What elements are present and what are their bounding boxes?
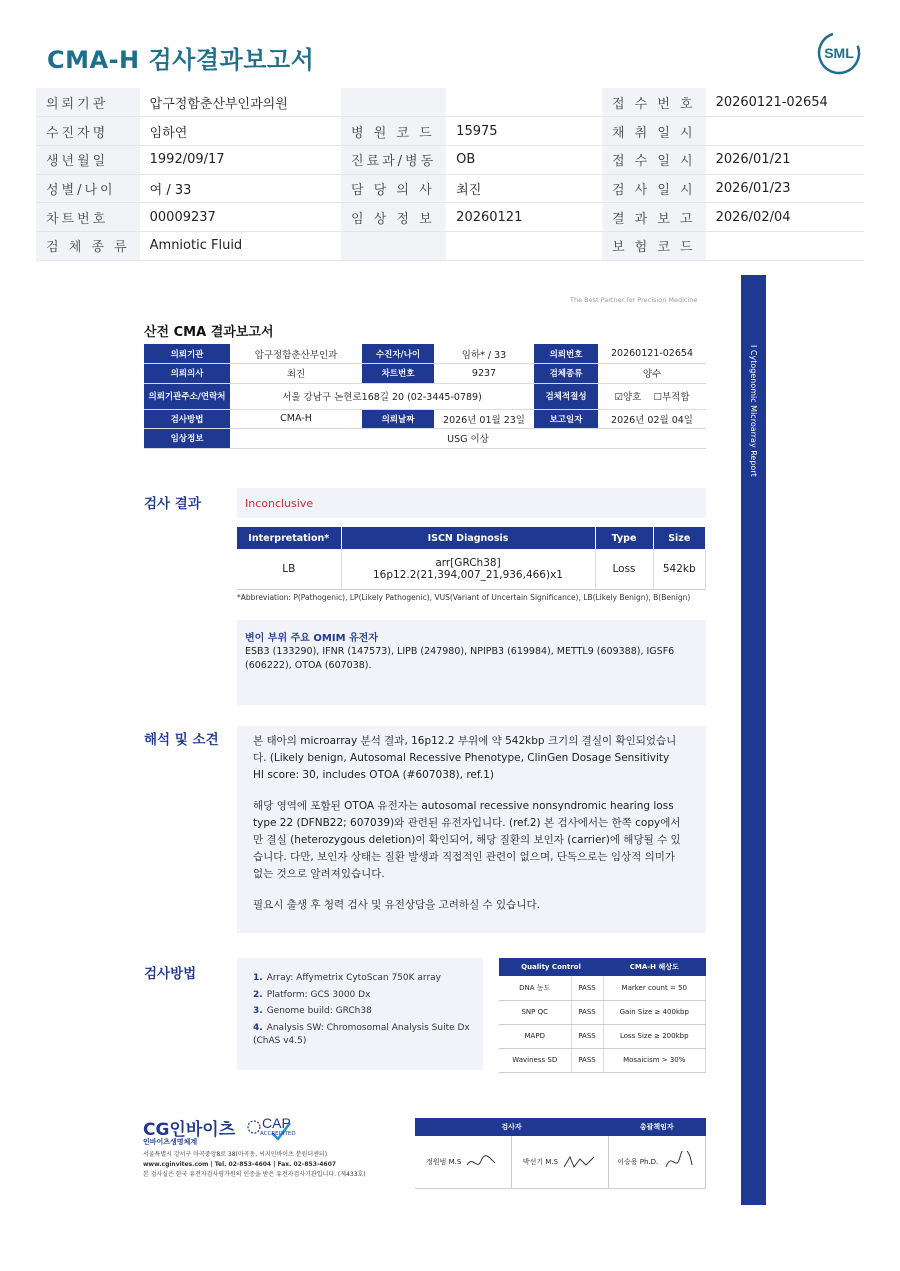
method-item: 3. Genome build: GRCh38 bbox=[253, 1006, 372, 1016]
info-value: 2026년 02월 04일 bbox=[598, 409, 706, 429]
iscn-header: Size bbox=[653, 527, 706, 549]
footer-info bbox=[143, 1150, 403, 1181]
iscn-table bbox=[237, 527, 706, 590]
info-value: 20260121-02654 bbox=[598, 344, 706, 364]
iscn-cell: 542kb bbox=[653, 549, 706, 589]
unchecked-box-icon: ☐ bbox=[653, 392, 662, 403]
info-label: 보고일자 bbox=[534, 409, 598, 429]
qc-row bbox=[499, 976, 706, 1000]
header-label: 보 험 코 드 bbox=[602, 231, 706, 260]
result-heading: 검사 결과 bbox=[144, 496, 201, 512]
method-item: 2. Platform: GCS 3000 Dx bbox=[253, 989, 371, 1000]
info-label: 의뢰번호 bbox=[534, 344, 598, 364]
header-label: 접 수 일 시 bbox=[602, 145, 706, 174]
info-value: 9237 bbox=[434, 364, 534, 384]
info-value: 최진 bbox=[230, 364, 362, 384]
result-value: Inconclusive bbox=[245, 497, 314, 510]
header-label: 생년월일 bbox=[36, 145, 140, 174]
footer-address: 서울특별시 강서구 마곡중앙8로 38(마곡동, 씨지인바이츠 분원더센터) bbox=[143, 1151, 328, 1158]
sidebar-label: I Cytogenomic Microarray Report bbox=[749, 345, 758, 477]
header-value: 2026/01/21 bbox=[706, 145, 864, 174]
qc-cell: Marker count = 50 bbox=[603, 976, 706, 1000]
qc-cell: PASS bbox=[571, 1024, 603, 1048]
header-value: 1992/09/17 bbox=[140, 145, 341, 174]
header-value: 15975 bbox=[446, 117, 602, 146]
iscn-header: Interpretation* bbox=[237, 527, 341, 549]
header-label: 담 당 의 사 bbox=[341, 174, 446, 203]
signature-icon bbox=[662, 1151, 696, 1173]
header-label: 병 원 코 드 bbox=[341, 117, 446, 146]
interpretation-text bbox=[253, 733, 683, 928]
iscn-cell: LB bbox=[237, 549, 341, 589]
qc-cell: PASS bbox=[571, 976, 603, 1000]
iscn-header: ISCN Diagnosis bbox=[341, 527, 595, 549]
sign-header: 총괄책임자 bbox=[608, 1118, 706, 1136]
qc-cell: DNA 농도 bbox=[499, 976, 571, 1000]
cg-invites-subtitle: 인바이츠생명체계 bbox=[143, 1138, 198, 1146]
page-title: CMA-H 검사결과보고서 bbox=[47, 46, 315, 74]
iscn-header-row bbox=[237, 527, 706, 549]
header-label: 검 체 종 류 bbox=[36, 231, 140, 260]
report-title: 산전 CMA 결과보고서 bbox=[144, 325, 274, 340]
info-value: 임하* / 33 bbox=[434, 344, 534, 364]
sign-header: 검사자 bbox=[415, 1118, 608, 1136]
interpretation-paragraph: 본 태아의 microarray 분석 결과, 16p12.2 부위에 약 542kbp 크기의 결실이 확인되었습니다. (Likely benign, Autosomal Recessive Phenotype, ClinGen Dosage Sensitivity HI score: 30, includes OTOA (#607038), ref.1) bbox=[253, 735, 677, 781]
iscn-cell: arr[GRCh38] 16p12.2(21,394,007_21,936,466)x1 bbox=[341, 549, 595, 589]
info-value: USG 이상 bbox=[230, 429, 706, 449]
method-list bbox=[253, 972, 478, 1052]
qc-row bbox=[499, 1048, 706, 1072]
interpretation-heading: 해석 및 소견 bbox=[144, 732, 219, 748]
quality-control-table bbox=[499, 958, 706, 1073]
method-item: 1. Array: Affymetrix CytoScan 750K array bbox=[253, 973, 441, 983]
info-label: 검체적절성 bbox=[534, 383, 598, 409]
info-value: 서울 강남구 논현로168길 20 (02-3445-0789) bbox=[230, 383, 534, 409]
header-value bbox=[706, 117, 864, 146]
qc-cell: Mosaicism > 30% bbox=[603, 1048, 706, 1072]
info-label: 의뢰의사 bbox=[144, 364, 230, 384]
signature-table bbox=[415, 1118, 706, 1189]
sml-logo-text: SML bbox=[824, 45, 854, 61]
header-value: 2026/02/04 bbox=[706, 203, 864, 232]
info-value: 양수 bbox=[598, 364, 706, 384]
header-value: 2026/01/23 bbox=[706, 174, 864, 203]
adequacy-option-bad: 부적합 bbox=[661, 392, 690, 403]
header-row bbox=[36, 231, 864, 260]
signer-cell bbox=[415, 1136, 511, 1188]
info-value: CMA-H bbox=[230, 409, 362, 429]
header-value: 20260121-02654 bbox=[706, 88, 864, 117]
abbreviation-note: *Abbreviation: P(Pathogenic), LP(Likely Pathogenic), VUS(Variant of Uncertain Significance), LB(Likely Benign), B(Benign) bbox=[237, 593, 691, 602]
specimen-adequacy bbox=[598, 383, 706, 409]
info-label: 검체종류 bbox=[534, 364, 598, 384]
info-row bbox=[144, 364, 706, 384]
header-row bbox=[36, 174, 864, 203]
header-value bbox=[706, 231, 864, 260]
header-value: 여 / 33 bbox=[140, 174, 341, 203]
header-label: 결 과 보 고 bbox=[602, 203, 706, 232]
report-info-table bbox=[144, 344, 706, 449]
qc-cell: PASS bbox=[571, 1000, 603, 1024]
info-label: 의뢰기관 bbox=[144, 344, 230, 364]
qc-cell: Loss Size ≥ 200kbp bbox=[603, 1024, 706, 1048]
header-value: Amniotic Fluid bbox=[140, 231, 341, 260]
info-label: 검사방법 bbox=[144, 409, 230, 429]
adequacy-option-good: 양호 bbox=[623, 392, 642, 403]
qc-row bbox=[499, 1024, 706, 1048]
header-label: 수진자명 bbox=[36, 117, 140, 146]
header-label: 임 상 정 보 bbox=[341, 203, 446, 232]
signature-icon bbox=[562, 1153, 596, 1171]
header-label: 의뢰기관 bbox=[36, 88, 140, 117]
qc-cell: SNP QC bbox=[499, 1000, 571, 1024]
header-label: 차트번호 bbox=[36, 203, 140, 232]
checked-box-icon: ☑ bbox=[614, 392, 623, 403]
header-row bbox=[36, 88, 864, 117]
header-label: 접 수 번 호 bbox=[602, 88, 706, 117]
header-label: 채 취 일 시 bbox=[602, 117, 706, 146]
header-value bbox=[446, 231, 602, 260]
cg-invites-logo: CG인바이츠 bbox=[143, 1120, 236, 1140]
header-label: 진료과/병동 bbox=[341, 145, 446, 174]
cap-accredited-logo bbox=[246, 1115, 316, 1145]
qc-cell: Waviness SD bbox=[499, 1048, 571, 1072]
omim-genes: ESB3 (133290), IFNR (147573), LIPB (247980), NPIPB3 (619984), METTL9 (609388), IGSF6 (606222), OTOA (607038). bbox=[245, 646, 675, 671]
info-row bbox=[144, 344, 706, 364]
header-value: 압구정함춘산부인과의원 bbox=[140, 88, 341, 117]
interpretation-paragraph: 필요시 출생 후 청력 검사 및 유전상담을 고려하실 수 있습니다. bbox=[253, 899, 540, 911]
header-label: 검 사 일 시 bbox=[602, 174, 706, 203]
qc-cell: PASS bbox=[571, 1048, 603, 1072]
header-value: OB bbox=[446, 145, 602, 174]
header-value: 최진 bbox=[446, 174, 602, 203]
header-label: 성별/나이 bbox=[36, 174, 140, 203]
cap-text: CAP bbox=[262, 1115, 291, 1131]
header-label bbox=[341, 88, 446, 117]
info-label: 임상정보 bbox=[144, 429, 230, 449]
info-row bbox=[144, 429, 706, 449]
signer-name: 정원범 M.S bbox=[426, 1157, 462, 1166]
qc-row bbox=[499, 1000, 706, 1024]
info-value: 2026년 01월 23일 bbox=[434, 409, 534, 429]
method-item: 4. Analysis SW: Chromosomal Analysis Suite Dx (ChAS v4.5) bbox=[253, 1022, 470, 1046]
qc-header: Quality Control bbox=[499, 958, 603, 976]
sml-logo bbox=[816, 30, 862, 76]
info-row bbox=[144, 409, 706, 429]
interpretation-paragraph: 해당 영역에 포함된 OTOA 유전자는 autosomal recessive nonsyndromic hearing loss type 22 (DFNB22; 607039)와 관련된 유전자입니다. (ref.2) 본 검사에서는 한쪽 copy에서만 결실 (heterozygous deletion)이 확인되어, 해당 질환의 보인자 (carrier)에 해당될 수 있습니다. 다만, 보인자 상태는 질환 발생과 직접적인 관련이 없으며, 단독으로는 임상적 의미가 없는 것으로 알려져있습니다. bbox=[253, 800, 681, 880]
report-tagline: The Best Partner for Precision Medicine bbox=[570, 296, 698, 304]
header-info-table bbox=[36, 88, 864, 261]
method-heading: 검사방법 bbox=[144, 966, 197, 982]
header-value: 20260121 bbox=[446, 203, 602, 232]
info-label: 차트번호 bbox=[362, 364, 434, 384]
footer-contact: www.cginvites.com | Tel. 02-853-4604 | Fax. 02-853-4607 bbox=[143, 1161, 337, 1169]
signer-cell bbox=[511, 1136, 608, 1188]
signer-cell bbox=[608, 1136, 706, 1188]
header-label bbox=[341, 231, 446, 260]
header-row bbox=[36, 145, 864, 174]
info-row bbox=[144, 383, 706, 409]
info-label: 의뢰기관주소/연락처 bbox=[144, 383, 230, 409]
cap-accredited-text: ACCREDITED bbox=[260, 1131, 296, 1137]
header-row bbox=[36, 117, 864, 146]
info-label: 수진자/나이 bbox=[362, 344, 434, 364]
info-value: 압구정함춘산부인과 bbox=[230, 344, 362, 364]
header-row bbox=[36, 203, 864, 232]
omim-title: 변이 부위 주요 OMIM 유전자 bbox=[245, 633, 378, 644]
footer-cert: 본 검사실은 한국 유전자검사평가원의 인증을 받은 유전자검사기관입니다. (제433호) bbox=[143, 1171, 366, 1179]
signer-name: 이승용 Ph.D. bbox=[617, 1157, 659, 1166]
iscn-header: Type bbox=[595, 527, 653, 549]
iscn-row bbox=[237, 549, 706, 589]
header-value bbox=[446, 88, 602, 117]
qc-cell: Gain Size ≥ 400kbp bbox=[603, 1000, 706, 1024]
info-label: 의뢰날짜 bbox=[362, 409, 434, 429]
signature-icon bbox=[465, 1153, 499, 1171]
iscn-cell: Loss bbox=[595, 549, 653, 589]
header-value: 00009237 bbox=[140, 203, 341, 232]
qc-cell: MAPD bbox=[499, 1024, 571, 1048]
signer-name: 박선기 M.S bbox=[522, 1157, 559, 1166]
header-value: 임하연 bbox=[140, 117, 341, 146]
qc-header: CMA-H 해상도 bbox=[603, 958, 706, 976]
